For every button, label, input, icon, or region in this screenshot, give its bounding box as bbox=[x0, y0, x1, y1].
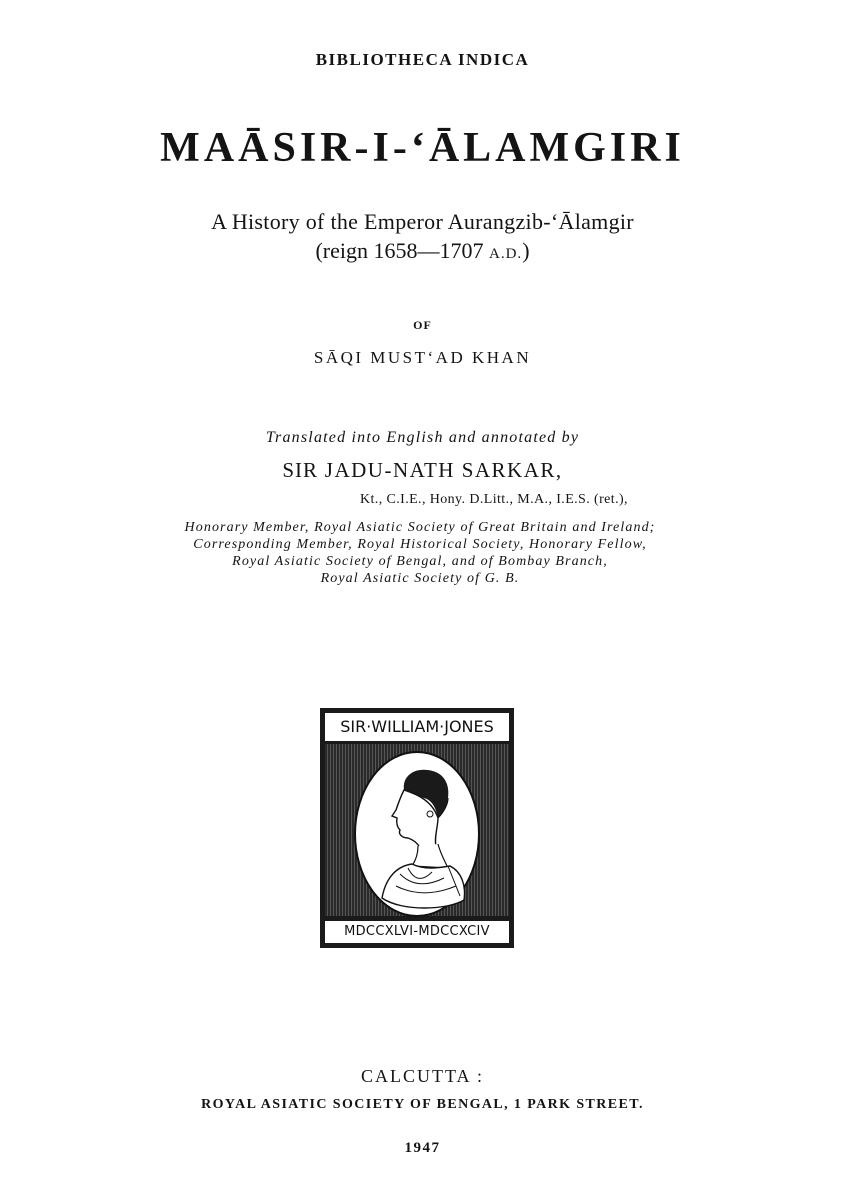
reign-text: (reign 1658—1707 bbox=[315, 238, 490, 263]
translator-honors bbox=[100, 519, 740, 587]
emblem-bottom-plate: MDCCXLVI-MDCCXCIV bbox=[325, 921, 509, 943]
honor-line: Royal Asiatic Society of G. B. bbox=[320, 571, 520, 586]
translated-by-line: Translated into English and annotated by bbox=[265, 429, 580, 446]
author-name: SĀQI MUST‘AD KHAN bbox=[313, 348, 532, 367]
portrait-medallion-icon bbox=[352, 748, 482, 920]
publication-year: 1947 bbox=[404, 1140, 441, 1156]
sir-william-jones-emblem bbox=[320, 708, 514, 948]
translator-prefix: SIR bbox=[282, 458, 319, 482]
emblem-top-plate: SIR·WILLIAM·JONES bbox=[325, 713, 509, 741]
honor-line: Royal Asiatic Society of Bengal, and of Bombay Branch, bbox=[232, 554, 608, 569]
publication-city: CALCUTTA : bbox=[360, 1066, 485, 1086]
book-title: MAĀSIR-I-‘ĀLAMGIRI bbox=[160, 125, 685, 171]
translator-name: JADU-NATH SARKAR, bbox=[324, 458, 563, 482]
series-title: BIBLIOTHECA INDICA bbox=[315, 50, 530, 69]
publisher-line: ROYAL ASIATIC SOCIETY OF BENGAL, 1 PARK STREET. bbox=[201, 1097, 644, 1112]
reign-close: ) bbox=[522, 238, 530, 263]
translator-degrees: Kt., C.I.E., Hony. D.Litt., M.A., I.E.S. (ret.), bbox=[360, 492, 628, 507]
era-text: A.D. bbox=[489, 246, 523, 262]
honor-line: Corresponding Member, Royal Historical Society, Honorary Fellow, bbox=[193, 537, 647, 552]
subtitle-line-2 bbox=[0, 238, 845, 264]
translator-line bbox=[60, 458, 785, 483]
honor-line: Honorary Member, Royal Asiatic Society of Great Britain and Ireland; bbox=[184, 520, 656, 535]
of-label: OF bbox=[413, 318, 432, 332]
subtitle-line-1: A History of the Emperor Aurangzib-‘Ālamgir bbox=[211, 209, 634, 234]
